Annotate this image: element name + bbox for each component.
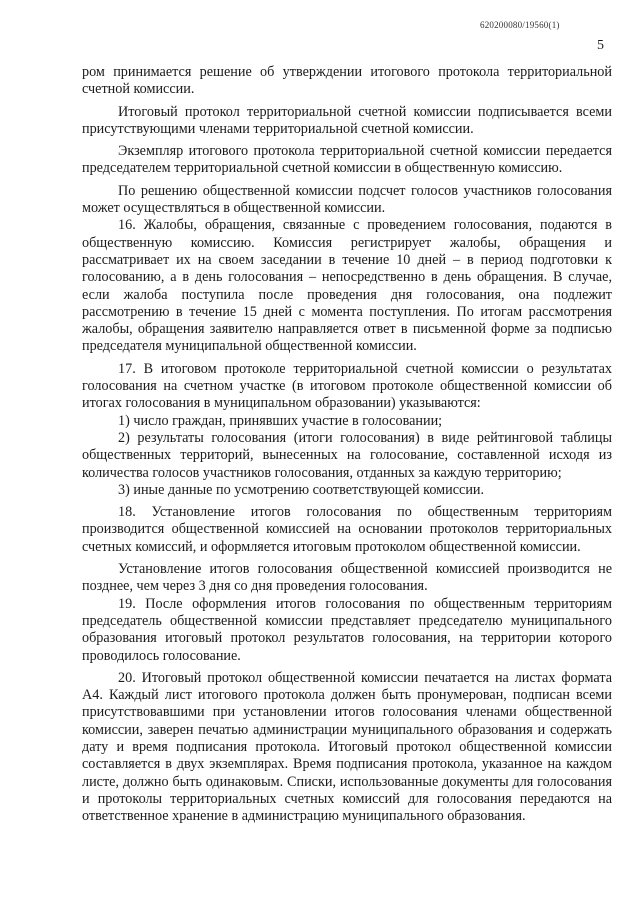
paragraph: Установление итогов голосования общественной комиссией производится не позднее, чем через 3 дня со дня проведения голосования. <box>82 561 612 595</box>
paragraph: 17. В итоговом протоколе территориальной счетной комиссии о результатах голосования на счетном участке (в итоговом протоколе общественной комиссии об итогах голосования в муниципальном образовании) указываются: <box>82 360 612 412</box>
paragraph: Итоговый протокол территориальной счетной комиссии подписывается всеми присутствующими членами территориальной счетной комиссии. <box>82 103 612 137</box>
paragraph: 3) иные данные по усмотрению соответствующей комиссии. <box>118 481 485 498</box>
page-number: 5 <box>597 38 604 53</box>
paragraph: 18. Установление итогов голосования по общественным территориям производится общественной комиссией на основании протоколов территориальных счетных комиссий, и оформляется итоговым протоколом общественной комиссии. <box>82 504 612 555</box>
paragraph: 20. Итоговый протокол общественной комиссии печатается на листах формата А4. Каждый лист итогового протокола должен быть пронумерован, подписан всеми присутствовавшими при установлении итогов голосования членами общественной комиссии, заверен печатью администрации муниципального образования и содержать дату и время подписания протокола. Итоговый протокол общественной комиссии составляется в двух экземплярах. Время подписания протокола, указанное на каждом листе, должно быть одинаковым. Списки, использованные документы для голосования и протоколы территориальных счетных комиссий для голосования передаются на ответственное хранение в администрацию муниципального образования. <box>82 669 612 825</box>
paragraph: 2) результаты голосования (итоги голосования) в виде рейтинговой таблицы общественных территорий, вынесенных на голосование, составленной исходя из количества голосов участников голосования, отданных за каждую территорию; <box>82 429 612 481</box>
paragraph: 1) число граждан, принявших участие в голосовании; <box>118 412 443 429</box>
paragraph: ром принимается решение об утверждении итогового протокола территориальной счетной комиссии. <box>82 64 612 98</box>
paragraph: 19. После оформления итогов голосования по общественным территориям председатель общественной комиссии представляет председателю муниципального образования итоговый протокол результатов голосования, на территории которого проводилось голосование. <box>82 595 612 664</box>
document-body <box>82 64 612 825</box>
paragraph: По решению общественной комиссии подсчет голосов участников голосования может осуществляться в общественной комиссии. <box>82 182 612 217</box>
document-code: 620200080/19560(1) <box>480 20 560 30</box>
paragraph: 16. Жалобы, обращения, связанные с проведением голосования, подаются в общественную комиссию. Комиссия регистрирует жалобы, обращения и рассматривает их на своем заседании в течение 10 дней – в период подготовки к голосованию, а в день голосования – непосредственно в день обращения. В случае, если жалоба поступила после проведения дня голосования, она подлежит рассмотрению в течение 15 дней с момента поступления. По итогам рассмотрения жалобы, обращения заявителю направляется ответ в письменной форме за подписью председателя муниципальной общественной комиссии. <box>82 217 612 355</box>
paragraph: Экземпляр итогового протокола территориальной счетной комиссии передается председателем территориальной счетной комиссии в общественную комиссию. <box>82 143 612 177</box>
